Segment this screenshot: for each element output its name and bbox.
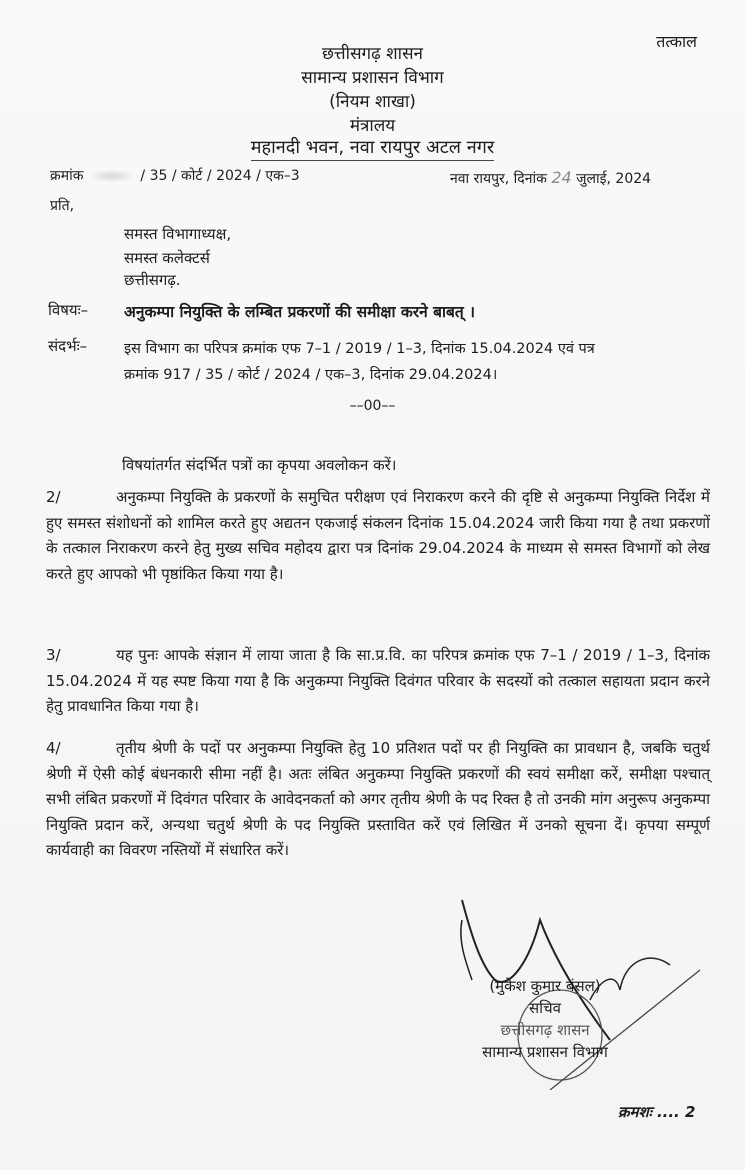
signatory-org: छत्तीसगढ़ शासन [500,1021,590,1039]
signature-block [440,975,650,1063]
addressee: समस्त विभागाध्यक्ष, [124,225,232,243]
paragraph-4 [46,736,710,864]
continued-marker: क्रमशः .... 2 [618,1103,696,1121]
header-government: छत्तीसगढ़ शासन [322,44,423,64]
paragraph-2 [46,485,710,587]
handwritten-number-smudge [88,169,136,183]
header-ministry: मंत्रालय [349,116,396,136]
signatory-designation: सचिव [529,999,561,1017]
signatory-department: सामान्य प्रशासन विभाग [482,1043,608,1061]
paragraph-text: अनुकम्पा नियुक्ति के प्रकरणों के समुचित परीक्षण एवं निराकरण करने की दृष्टि से अनुकम्पा नियुक्ति निर्देश में हुए समस्त संशोधनों को शामिल करते हुए अद्यतन एकजाई संकलन दिनांक 15.04.2024 जारी किया गया है तथा प्रकरणों के तत्काल निराकरण करने हेतु मुख्य सचिव महोदय द्वारा पत्र दिनांक 29.04.2024 के माध्यम से समस्त विभागों को लेख करते हुए आपको भी पृष्ठांकित किया गया है। [46,488,710,583]
paragraph-text: तृतीय श्रेणी के पदों पर अनुकम्पा नियुक्ति हेतु 10 प्रतिशत पदों पर ही नियुक्ति का प्रावधान है, जबकि चतुर्थ श्रेणी में ऐसी कोई बंधनकारी सीमा नहीं है। अतः लंबित अनुकम्पा नियुक्ति प्रकरणों की स्वयं समीक्षा करें, समीक्षा पश्चात् सभी लंबित प्रकरणों में दिवंगत परिवार के आवेदनकर्ता को अगर तृतीय श्रेणी के पद रिक्त है तो उनकी मांग अनुरूप अनुकम्पा नियुक्ति प्रदान करें, अन्यथा चतुर्थ श्रेणी के पद नियुक्ति प्रस्तावित करें एवं लिखित में उनको सूचना दें। कृपया सम्पूर्ण कार्यवाही का विवरण नस्तियों में संधारित करें। [46,739,710,859]
reference-line: क्रमांक 917 / 35 / कोर्ट / 2024 / एक–3, दिनांक 29.04.2024। [124,367,498,383]
signatory-name: (मुकेश कुमार बंसल) [489,977,601,995]
place-date: नवा रायपुर, दिनांक 24 जुलाई, 2024 [450,168,652,187]
subject-text: अनुकम्पा नियुक्ति के लम्बित प्रकरणों की समीक्षा करने बाबत् । [124,303,475,321]
addressee: छत्तीसगढ़. [124,271,181,289]
paragraph-number: 2/ [46,488,61,506]
reference-number: क्रमांक / 35 / कोर्ट / 2024 / एक–3 [50,168,300,184]
addressee: समस्त कलेक्टर्स [124,249,210,267]
handwritten-day: 24 [551,168,572,187]
header-department: सामान्य प्रशासन विभाग [301,68,444,88]
intro-line: विषयांतर्गत संदर्भित पत्रों का कृपया अवलोकन करें। [122,456,397,474]
subject-label: विषयः– [48,301,89,319]
reference-line: इस विभाग का परिपत्र क्रमांक एफ 7–1 / 2019 / 1–3, दिनांक 15.04.2024 एवं पत्र [124,341,595,357]
paragraph-number: 3/ [46,646,61,664]
reference-label: संदर्भः– [48,337,88,355]
paragraph-number: 4/ [46,739,61,757]
header-branch: (नियम शाखा) [329,92,416,112]
paragraph-3 [46,643,710,720]
paragraph-text: यह पुनः आपके संज्ञान में लाया जाता है कि सा.प्र.वि. का परिपत्र क्रमांक एफ 7–1 / 2019 / 1–3, दिनांक 15.04.2024 में यह स्पष्ट किया गया है कि अनुकम्पा नियुक्ति दिवंगत परिवार के सदस्यों को तत्काल सहायता प्रदान करने हेतु प्रावधानित किया गया है। [46,646,710,715]
priority-mark: तत्काल [656,32,697,51]
to-label: प्रति, [50,198,75,214]
separator: ––00–– [349,398,396,414]
header-address: महानदी भवन, नवा रायपुर अटल नगर [0,136,745,160]
